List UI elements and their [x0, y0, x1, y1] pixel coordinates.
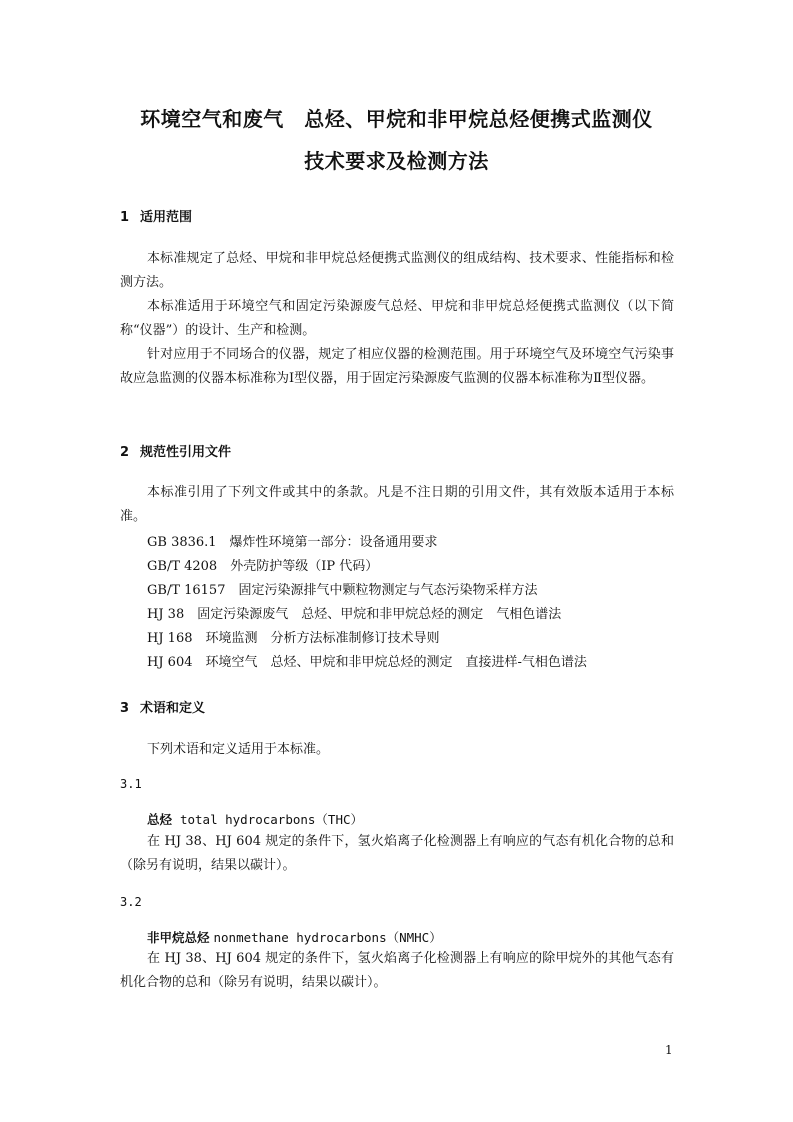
clause-3-2-number: 3.2: [120, 895, 142, 909]
document-title-line2: 技术要求及检测方法: [304, 149, 489, 173]
section-1-paragraph-1: 本标准规定了总烃、甲烷和非甲烷总烃便携式监测仪的组成结构、技术要求、性能指标和检测方法。: [120, 251, 674, 290]
section-1-number: 1: [120, 210, 130, 225]
reference-item: HJ 38 固定污染源废气 总烃、甲烷和非甲烷总烃的测定 气相色谱法: [147, 607, 562, 622]
reference-item: GB 3836.1 爆炸性环境第一部分：设备通用要求: [147, 535, 438, 550]
section-1-paragraph-2: 本标准适用于环境空气和固定污染源废气总烃、甲烷和非甲烷总烃便携式监测仪（以下简称“仪器”）的设计、生产和检测。: [120, 299, 674, 338]
section-1-paragraph-3: 针对应用于不同场合的仪器，规定了相应仪器的检测范围。用于环境空气及环境空气污染事故应急监测的仪器本标准称为Ⅰ型仪器，用于固定污染源废气监测的仪器本标准称为Ⅱ型仪器。: [120, 347, 674, 386]
section-3-heading: [120, 697, 205, 716]
section-2-heading: [120, 441, 231, 460]
reference-item: GB/T 4208 外壳防护等级（IP 代码）: [147, 559, 379, 574]
term-3-1-chinese: 总烃: [147, 812, 173, 827]
section-1-heading: [120, 206, 192, 225]
document-title-line1: 环境空气和废气 总烃、甲烷和非甲烷总烃便携式监测仪: [140, 107, 653, 131]
page-number: 1: [665, 1043, 673, 1057]
reference-item: GB/T 16157 固定污染源排气中颗粒物测定与气态污染物采样方法: [147, 583, 538, 598]
section-3-number: 3: [120, 701, 130, 716]
term-3-2-chinese: 非甲烷总烃: [147, 930, 210, 945]
term-3-1-english: total hydrocarbons（THC）: [179, 812, 364, 827]
section-3-paragraph-1: 下列术语和定义适用于本标准。: [147, 742, 330, 757]
term-3-2: [147, 928, 442, 946]
clause-3-1-number: 3.1: [120, 777, 142, 791]
term-3-1-definition: 在 HJ 38、HJ 604 规定的条件下，氢火焰离子化检测器上有响应的气态有机化合物的总和（除另有说明，结果以碳计）。: [120, 834, 674, 873]
term-3-2-definition: 在 HJ 38、HJ 604 规定的条件下，氢火焰离子化检测器上有响应的除甲烷外的其他气态有机化合物的总和（除另有说明，结果以碳计）。: [120, 951, 674, 990]
section-2-paragraph-1: 本标准引用了下列文件或其中的条款。凡是不注日期的引用文件，其有效版本适用于本标准。: [120, 485, 674, 524]
term-3-1: [147, 810, 363, 828]
section-2-number: 2: [120, 445, 130, 460]
section-2-title: 规范性引用文件: [140, 445, 232, 460]
reference-item: HJ 604 环境空气 总烃、甲烷和非甲烷总烃的测定 直接进样-气相色谱法: [147, 655, 587, 670]
section-1-title: 适用范围: [140, 210, 193, 225]
term-3-2-english: nonmethane hydrocarbons（NMHC）: [213, 930, 442, 945]
reference-item: HJ 168 环境监测 分析方法标准制修订技术导则: [147, 631, 440, 646]
section-3-title: 术语和定义: [140, 701, 206, 716]
